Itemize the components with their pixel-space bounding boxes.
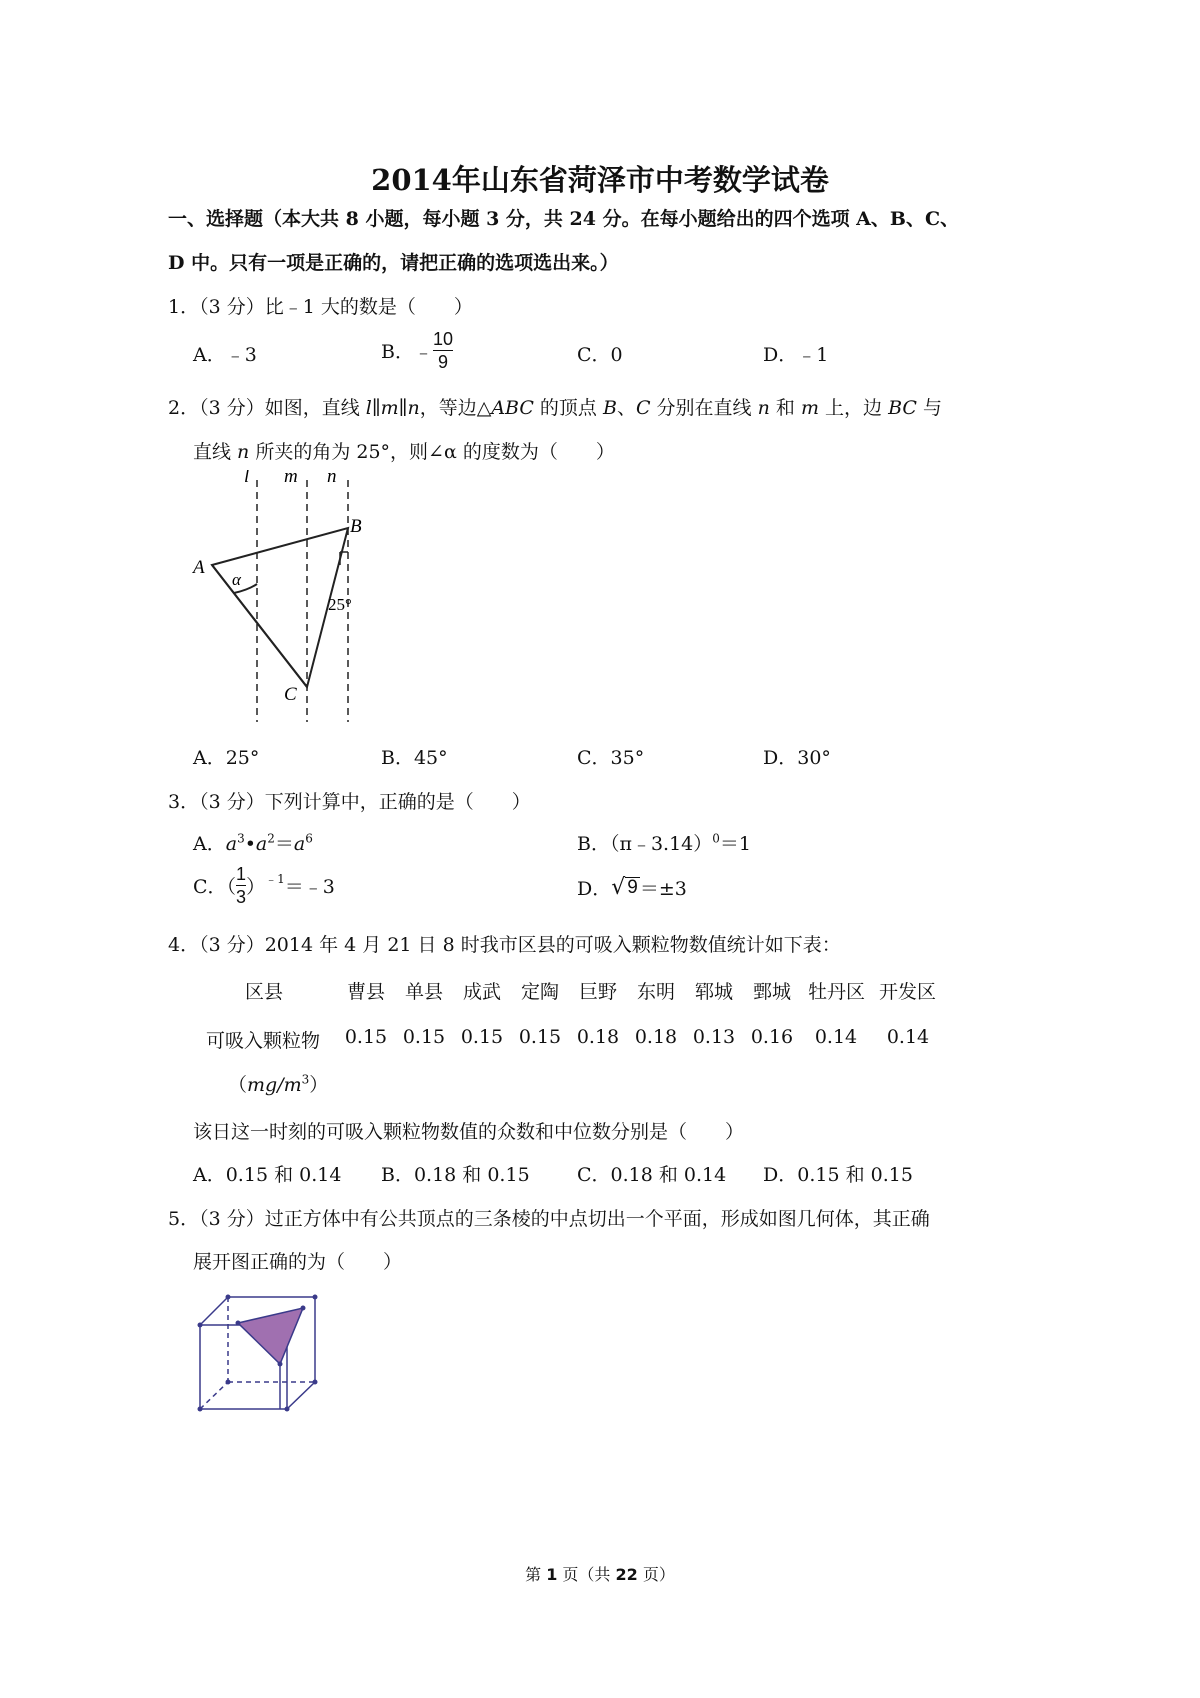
q4-value-7: 0.13 bbox=[692, 1026, 736, 1048]
total-pages: 22 bbox=[615, 1565, 638, 1584]
q4-value-3: 0.15 bbox=[460, 1026, 504, 1048]
q1-option-c: C．0 bbox=[577, 344, 623, 366]
q4-county-5: 巨野 bbox=[578, 981, 617, 1003]
sqrt-symbol: √ 9 bbox=[611, 874, 638, 900]
q2-option-d: D．30° bbox=[763, 747, 831, 769]
q4-value-8: 0.16 bbox=[750, 1026, 794, 1048]
q4-stem: 4．（3 分）2014 年 4 月 21 日 8 时我市区县的可吸入颗粒物数值统计如下表： bbox=[168, 934, 841, 956]
fraction-numerator: 10 bbox=[432, 329, 453, 349]
current-page-number: 1 bbox=[546, 1565, 558, 1584]
label-alpha: α bbox=[232, 570, 241, 589]
q4-table-header-label: 区县 bbox=[245, 981, 284, 1003]
page-footer: 第 1 页（共 22 页） bbox=[525, 1565, 675, 1584]
section-header-line2: D 中。只有一项是正确的，请把正确的选项选出来。） bbox=[168, 252, 619, 274]
q4-value-5: 0.18 bbox=[576, 1026, 620, 1048]
section-header-line1: 一、选择题（本大共 8 小题，每小题 3 分，共 24 分。在每小题给出的四个选项 A、B、C、 bbox=[168, 208, 960, 230]
q4-value-6: 0.18 bbox=[634, 1026, 678, 1048]
q3-stem: 3．（3 分）下列计算中，正确的是（ ） bbox=[168, 791, 531, 813]
q2-stem-line2: 直线 n 所夹的角为 25°，则∠α 的度数为（ ） bbox=[193, 441, 615, 463]
segment-ac bbox=[212, 565, 307, 687]
q4-value-10: 0.14 bbox=[886, 1026, 930, 1048]
q1-option-d: D．﹣1 bbox=[763, 344, 829, 366]
q4-county-6: 东明 bbox=[636, 981, 675, 1003]
q5-stem-line2: 展开图正确的为（ ） bbox=[193, 1251, 403, 1273]
q4-county-9: 牡丹区 bbox=[808, 981, 866, 1003]
page-title: 2014年山东省菏泽市中考数学试卷 bbox=[371, 163, 829, 197]
fraction-denominator: 3 bbox=[236, 887, 247, 907]
fraction-denominator: 9 bbox=[437, 352, 448, 372]
q2-option-a: A．25° bbox=[193, 747, 260, 769]
q2-stem-line1: 2．（3 分）如图，直线 l∥m∥n，等边△ABC 的顶点 B、C 分别在直线 n 和 m 上，边 BC 与 bbox=[168, 397, 942, 419]
q3-option-b: B．（π﹣3.14）$^0$＝1 bbox=[577, 831, 751, 855]
fraction-numerator: 1 bbox=[236, 864, 247, 884]
q4-county-1: 曹县 bbox=[346, 981, 385, 1003]
q4-question: 该日这一时刻的可吸入颗粒物数值的众数和中位数分别是（ ） bbox=[193, 1121, 745, 1143]
label-B: B bbox=[350, 516, 362, 537]
q4-unit: $(mg/m^3)$ bbox=[228, 1072, 329, 1096]
label-n: n bbox=[327, 470, 337, 487]
label-C: C bbox=[284, 684, 297, 705]
q3-option-d: D． √ 9 ＝±3 bbox=[577, 874, 687, 900]
q3-option-c-fraction bbox=[236, 865, 246, 906]
q5-cube-figure bbox=[190, 1285, 330, 1420]
q4-value-9: 0.14 bbox=[814, 1026, 858, 1048]
q4-option-d: D．0.15 和 0.15 bbox=[763, 1164, 913, 1186]
q4-county-3: 成武 bbox=[462, 981, 501, 1003]
q4-option-b: B．0.18 和 0.15 bbox=[381, 1164, 530, 1186]
q2-figure bbox=[190, 470, 380, 732]
q4-value-4: 0.15 bbox=[518, 1026, 562, 1048]
cut-triangle bbox=[238, 1308, 303, 1364]
label-l: l bbox=[244, 470, 250, 487]
q2-option-c: C．35° bbox=[577, 747, 645, 769]
q2-option-b: B．45° bbox=[381, 747, 448, 769]
q4-value-2: 0.15 bbox=[402, 1026, 446, 1048]
q1-stem: 1．（3 分）比﹣1 大的数是（ ） bbox=[168, 296, 473, 318]
q1-option-a: A．﹣3 bbox=[193, 344, 257, 366]
q5-stem-line1: 5．（3 分）过正方体中有公共顶点的三条棱的中点切出一个平面，形成如图几何体，其正确 bbox=[168, 1208, 930, 1230]
q3-option-c: C．（ $\frac{1}{3}$ ）$^{﹣1}$＝﹣3 bbox=[193, 864, 335, 907]
q4-county-2: 单县 bbox=[404, 981, 443, 1003]
q4-row-label: 可吸入颗粒物 bbox=[206, 1030, 321, 1052]
q4-option-a: A．0.15 和 0.14 bbox=[193, 1164, 342, 1186]
q1-option-b-prefix: B．﹣ bbox=[381, 341, 433, 363]
q4-county-4: 定陶 bbox=[520, 981, 559, 1003]
q1-option-b bbox=[381, 330, 453, 371]
q4-option-c: C．0.18 和 0.14 bbox=[577, 1164, 727, 1186]
label-A: A bbox=[193, 557, 205, 578]
q4-county-8: 鄄城 bbox=[752, 981, 791, 1003]
q4-county-10: 开发区 bbox=[879, 981, 937, 1003]
q3-option-a: A．$a^3•a^2=a^6$ bbox=[193, 831, 313, 855]
q1-option-b-fraction bbox=[433, 330, 453, 371]
q4-county-7: 郓城 bbox=[694, 981, 733, 1003]
label-m: m bbox=[284, 470, 298, 487]
label-25-degrees: 25° bbox=[328, 595, 352, 614]
q4-value-1: 0.15 bbox=[344, 1026, 388, 1048]
